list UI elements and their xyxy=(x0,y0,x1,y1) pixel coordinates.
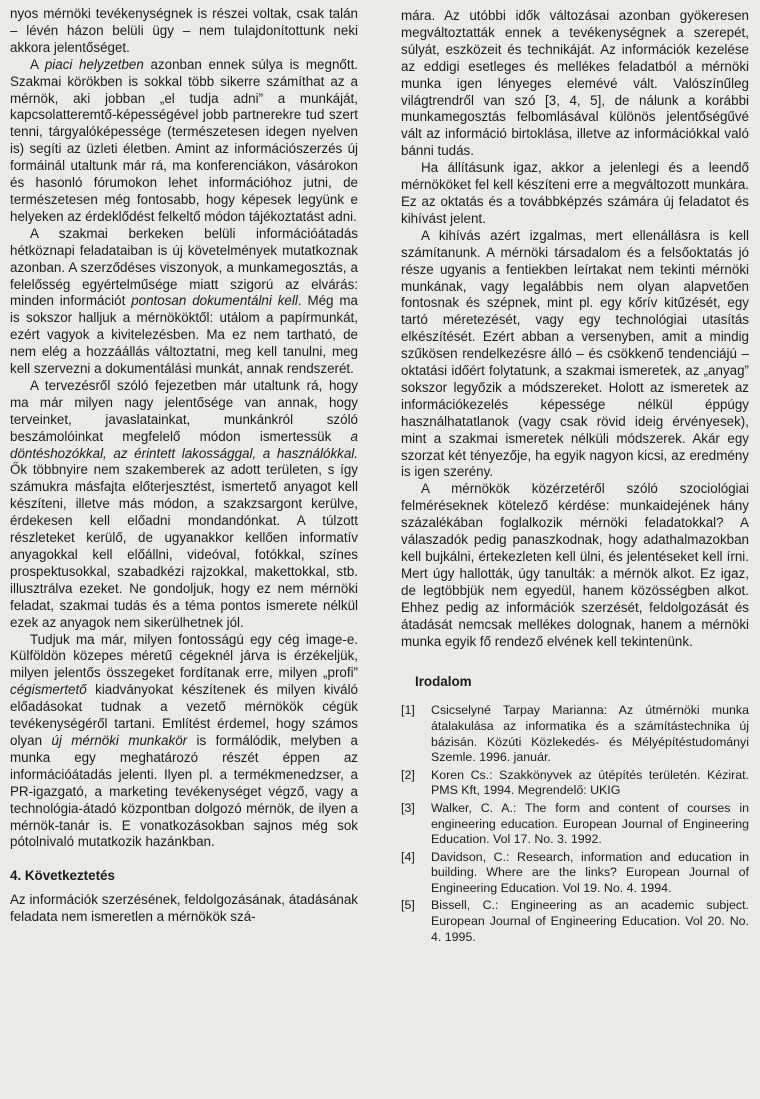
reference-item xyxy=(401,703,749,765)
reference-number: [2] xyxy=(401,767,415,782)
references-list xyxy=(401,703,749,945)
reference-text: Csicselyné Tarpay Marianna: Az útmérnöki munka átalakulása az informatika és a számítástechnika új bázisán. Közúti Közlekedés- és Mélyépítéstudományi Szemle. 1996. január. xyxy=(431,703,749,765)
text-run: azonban ennek súlya is megnőtt. Szakmai körökben is sokkal több sikerre számíthat az a mérnök, aki jobban „el tudja adni” a munkáját, kapcsolatteremtő-képességével jobb partnerekre tud szert tenni, tárgyalóképessége (természetesen idegen nyelven is) segíti az üzleti életben. Amint az információszerzés új formáinál utaltunk már rá, ma konferenciákon, vásárokon és hasonló fórumokon lehet információhoz jutni, de természetesen még fontosabb, hogy képesek legyünk e helyeken az érdeklődést felkeltő módon tájékoztatást adni. xyxy=(10,56,359,224)
closing-paragraph: Az információk szerzésének, feldolgozásának, átadásának feladata nem ismeretlen a mérnökök szá- xyxy=(10,892,358,925)
reference-number: [3] xyxy=(401,800,415,815)
reference-item xyxy=(401,768,749,799)
text-run: mára. Az utóbbi idők változásai azonban gyökeresen megváltoztatták ennek a tevékenységnek a szerepét, súlyát, eszközeit és technikáját. Az információk kezelése az eddigi esetleges és mellékes feladatból a mérnöki munka igen lényeges elemévé vált. Valószínűleg világtrendről van szó [3, 4, 5], de nálunk a korábbi munkamegosztás felbomlásával különös jelentőségűvé vált az információ birtoklása, illetve az információkkal való bánni tudás. xyxy=(401,8,749,159)
text-run: Ha állításunk igaz, akkor a jelenlegi és a leendő mérnököket fel kell készíteni erre a megváltozott munkára. Ez az oktatás és a továbbképzés számára új feladatot és kihívást jelent. xyxy=(401,160,749,226)
paragraph xyxy=(401,481,749,650)
reference-text: Bissell, C.: Engineering as an academic subject. European Journal of Engineering Education. Vol 20. No. 4. 1995. xyxy=(431,898,749,944)
right-column xyxy=(401,8,749,947)
reference-item xyxy=(401,850,749,897)
reference-number: [4] xyxy=(401,849,415,864)
left-column xyxy=(10,6,358,926)
text-run: A tervezésről szóló fejezetben már utaltunk rá, hogy ma már milyen nagy jelentősége van annak, hogy terveinket, javaslatainkat, munkánkról szóló beszámolóinkat megfelelő módon ismertessük xyxy=(10,377,358,444)
emphasis-text: piaci helyzetben xyxy=(44,56,144,72)
left-body-text xyxy=(10,6,358,851)
right-body-text xyxy=(401,8,749,650)
text-run: nyos mérnöki tevékenységnek is részei voltak, csak talán – lévén házon belüli ügy – nem tulajdonítottunk neki akkora jelentőséget. xyxy=(10,6,358,55)
reference-item xyxy=(401,898,749,945)
paragraph xyxy=(401,160,749,228)
emphasis-text: cégismertető xyxy=(10,682,87,698)
paragraph xyxy=(10,6,358,57)
text-run: A kihívás azért izgalmas, mert ellenállásra is kell számítanunk. A mérnöki társadalom és a felsőoktatás jó része ugyanis a fentiekben leírtakat nem tekinti mérnöki munkának, vagy legalábbis nem olyan alapvetően fontosnak és szépnek, mint pl. egy kőrív kitűzését, egy tartó méretezését, vagy egy technológiai utasítás elkészítését. Ezért abban a versenyben, amit a mindig szűkösen rendelkezésre álló – és csökkenő tendenciájú – oktatási időért folytatunk, a szakmai ismeretek, az „anyag” sokszor legyőzik a módszereket. Holott az ismeretek az információkezelés képessége nélkül éppúgy használhatatlanok (vagy csak rövid ideig érvényesek), mint a szakmai ismeretek nélküli módszerek. Akár egy szorzat két tényezője, ha egyik nagyon kicsi, az eredmény is igen szerény. xyxy=(401,227,749,480)
reference-number: [1] xyxy=(401,703,415,718)
text-run: is formálódik, melyben a munka egy meghatározó részét éppen az információátadás jelenti. Ilyen pl. a termékmenedzser, a PR-igazgató, a marketing tevékenységet végző, vagy a technológia-átadó központban dolgozó mérnök, de ilyen a mérnök-tanár is. E vonatkozásokban sajnos még sok pótolnivaló mutatkozik hazánkban. xyxy=(10,732,358,850)
paragraph xyxy=(10,632,358,852)
emphasis-text: a döntéshozókkal, az érintett lakossággal, a használókkal. xyxy=(10,428,358,461)
text-run: A szakmai berkeken belüli információátadás hétköznapi feladataiban is új követelmények mutatkoznak azonban. A szerződéses viszonyok, a munkamegosztás, a felelősség egyértelműsége miatt szigorú az elvárás: minden információt xyxy=(10,225,358,309)
paragraph xyxy=(10,57,358,226)
reference-text: Koren Cs.: Szakkönyvek az útépítés területén. Kézirat. PMS Kft, 1994. Megrendelő: UKIG xyxy=(431,767,749,798)
paragraph xyxy=(10,226,358,378)
text-run: Ők többnyire nem szakemberek az adott területen, s így számukra másfajta előterjesztést, ismertető anyagot kell készíteni, illetve más módon, a szakzsargont kerülve, érdekesen kell előadni mondandónkat. A túlzott részleteket kerülő, de ugyanakkor kellően informatív anyagokkal kell előállni, videóval, fotókkal, színes prospektusokkal, szabadkézi rajzokkal, makettokkal, stb. illusztrálva ezeket. Ne gondoljuk, hogy ez nem mérnöki feladat, szakmai tudás és a téma pontos ismerete nélkül ezek az anyagok nem sikerülhetnek jól. xyxy=(10,462,358,630)
emphasis-text: új mérnöki munkakör xyxy=(51,732,188,748)
text-run: Tudjuk ma már, milyen fontosságú egy cég image-e. Külföldön közepes méretű cégeknél járva is érzékeljük, milyen jelentős összegeket fordítanak erre, milyen „profi” xyxy=(10,631,358,681)
reference-number: [5] xyxy=(401,898,415,913)
references-heading: Irodalom xyxy=(415,674,472,690)
paragraph xyxy=(10,378,358,632)
reference-text: Walker, C. A.: The form and content of courses in engineering education. European Journal of Engineering Education. Vol 17. No. 3. 1992. xyxy=(431,800,749,847)
text-run: . Még ma is sokszor halljuk a mérnököktől: utálom a papírmunkát, ezért vagyok a kivitelezésben. Ma ez nem tartható, de nem elég a hozzáállás változtatni, meg kell tanulni, meg kell szervezni a dokumentálási munkát, annak rendszerét. xyxy=(10,293,358,377)
paragraph xyxy=(401,228,749,482)
text-run: A xyxy=(30,56,45,72)
text-run: A mérnökök közérzetéről szóló szociológiai felméréseknek kötelező kérdése: munkaidejének hány százalékában foglalkozik mérnöki feladatokkal? A válaszadók pedig panaszkodnak, hogy adathalmazokban kell bujkálni, értekezleten kell ülni, és jelentéseket kell írni. Mert úgy hallották, úgy tanulták: a mérnök alkot. Ez igaz, de legtöbbjük nem egyedül, hanem közösségben alkot. Ehhez pedig az információk szerzését, feldolgozását és átadását nemcsak mellékes dolognak, hanem a mérnöki munka egyik fő rendező elvének kell tekintenünk. xyxy=(401,481,749,649)
reference-text: Davidson, C.: Research, information and education in building. Where are the links? European Journal of Engineering Education. Vol 19. No. 4. 1994. xyxy=(431,849,749,895)
emphasis-text: pontosan dokumentálni kell xyxy=(131,293,298,309)
reference-item xyxy=(401,801,749,848)
text-run: kiadványokat készítenek és milyen kiváló előadásokat tudnak a vezető mérnökök cégük tevékenységéről tartani. Említést érdemel, hogy számos olyan xyxy=(10,682,358,748)
paragraph xyxy=(401,8,749,160)
section-heading: 4. Következtetés xyxy=(10,868,115,884)
